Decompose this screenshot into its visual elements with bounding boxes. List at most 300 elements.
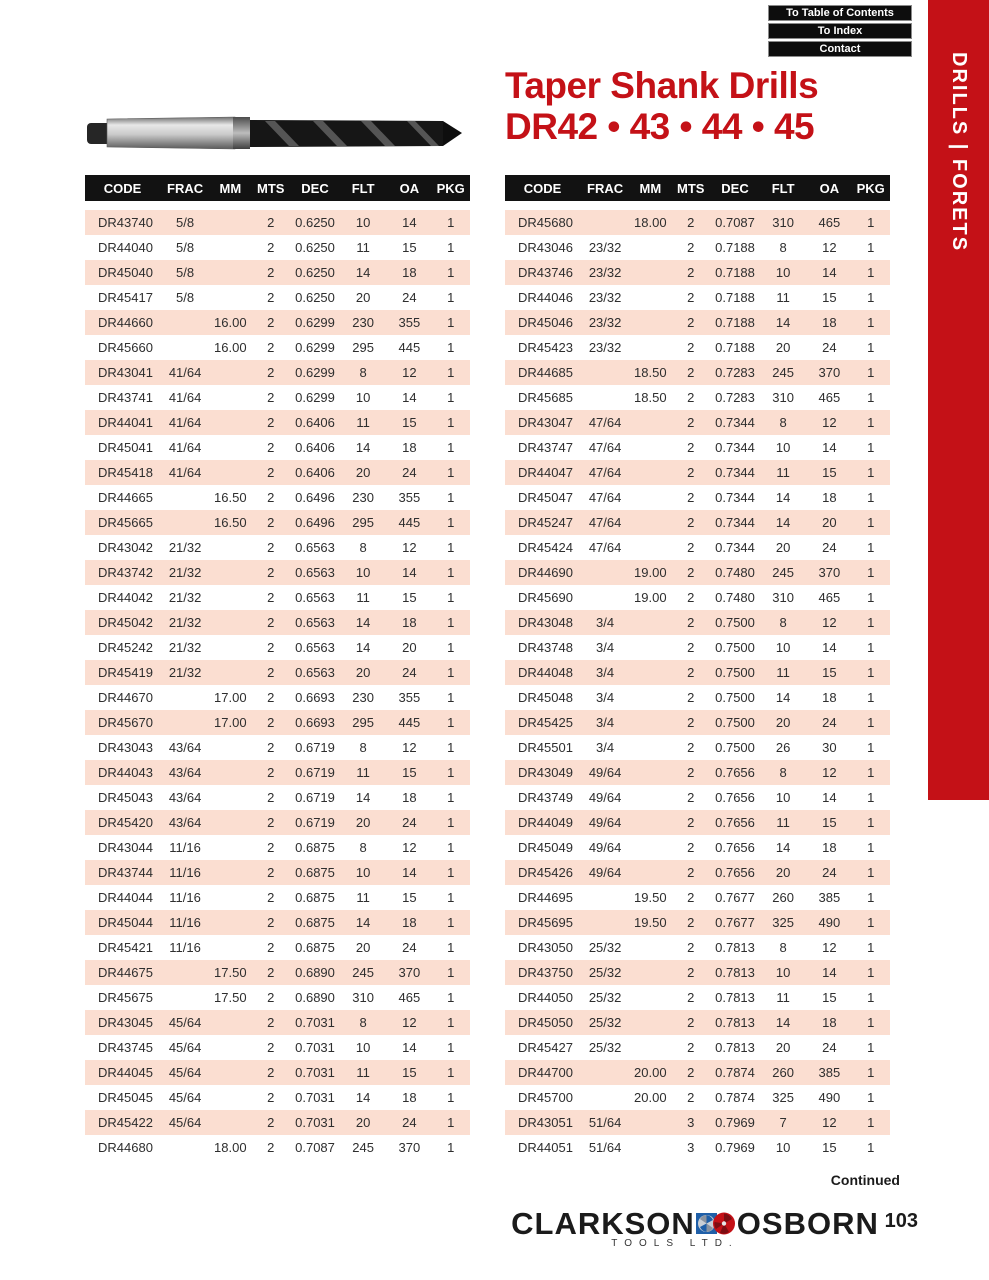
table-cell: 1: [867, 1090, 875, 1105]
table-cell: 11: [776, 665, 790, 680]
table-cell: 1: [867, 590, 875, 605]
table-cell: 1: [447, 790, 455, 805]
column-header-mm: MM: [639, 180, 662, 196]
table-cell: DR45043: [98, 790, 153, 805]
table-cell: 1: [867, 965, 875, 980]
continued-label: Continued: [830, 1172, 900, 1188]
table-cell: 20: [355, 815, 371, 830]
table-cell: 3/4: [596, 665, 615, 680]
table-cell: 0.7656: [715, 865, 755, 880]
table-row: [85, 535, 470, 560]
table-cell: 1: [447, 1115, 455, 1130]
brand-logo: [511, 1206, 879, 1242]
table-cell: 11: [356, 590, 370, 605]
table-cell: 14: [402, 1040, 417, 1055]
table-cell: 0.7283: [715, 390, 755, 405]
table-cell: DR45422: [98, 1115, 153, 1130]
table-cell: DR45665: [98, 515, 153, 530]
table-cell: DR45421: [98, 940, 153, 955]
table-row: [85, 560, 470, 585]
table-cell: 11/16: [169, 915, 201, 930]
table-cell: DR43050: [518, 940, 573, 955]
table-cell: 11: [776, 290, 790, 305]
table-row: [505, 735, 890, 760]
table-cell: 15: [402, 590, 417, 605]
table-cell: 5/8: [176, 290, 195, 305]
table-cell: 8: [359, 1015, 367, 1030]
table-row: [85, 360, 470, 385]
table-cell: 1: [447, 840, 455, 855]
table-cell: DR45040: [98, 265, 153, 280]
table-cell: 19.50: [634, 915, 667, 930]
table-cell: 2: [267, 1115, 275, 1130]
table-cell: 18.00: [214, 1140, 247, 1155]
table-cell: DR43745: [98, 1040, 153, 1055]
table-cell: 2: [267, 390, 275, 405]
table-cell: 1: [447, 490, 455, 505]
table-cell: 2: [267, 940, 275, 955]
table-cell: 2: [267, 915, 275, 930]
table-cell: 0.6719: [295, 740, 335, 755]
table-cell: DR45700: [518, 1090, 573, 1105]
table-cell: 0.7087: [295, 1140, 335, 1155]
table-cell: 2: [267, 540, 275, 555]
table-cell: 16.00: [214, 340, 247, 355]
table-cell: 2: [687, 1040, 695, 1055]
table-cell: 18.50: [634, 365, 667, 380]
table-cell: 14: [402, 865, 417, 880]
table-cell: 0.6563: [295, 665, 335, 680]
table-cell: 47/64: [588, 490, 622, 505]
table-cell: 2: [687, 1090, 695, 1105]
table-cell: 21/32: [168, 640, 202, 655]
table-cell: DR45050: [518, 1015, 573, 1030]
table-cell: 20: [775, 865, 791, 880]
table-cell: 2: [267, 1090, 275, 1105]
table-cell: 355: [398, 690, 421, 705]
table-cell: 2: [687, 565, 695, 580]
table-row: [505, 1060, 890, 1085]
to-table-of-contents-button[interactable]: To Table of Contents: [768, 5, 912, 21]
table-cell: 1: [867, 765, 875, 780]
table-row: [505, 210, 890, 235]
table-cell: 11/16: [169, 890, 201, 905]
table-row: [505, 585, 890, 610]
table-cell: 1: [867, 440, 875, 455]
table-cell: 2: [687, 865, 695, 880]
table-row: [85, 1035, 470, 1060]
table-cell: 2: [687, 490, 695, 505]
brand-subtitle: TOOLS LTD.: [611, 1238, 739, 1249]
table-cell: 11/16: [169, 940, 201, 955]
table-cell: 1: [447, 265, 455, 280]
table-cell: 0.7344: [715, 540, 755, 555]
table-row: [85, 435, 470, 460]
table-cell: 310: [352, 990, 374, 1005]
table-cell: 2: [687, 765, 695, 780]
table-cell: 245: [772, 565, 794, 580]
table-cell: DR43044: [98, 840, 153, 855]
table-cell: 14: [355, 1090, 371, 1105]
table-cell: 2: [687, 240, 695, 255]
table-cell: 325: [772, 915, 794, 930]
table-cell: 10: [355, 215, 371, 230]
table-row: [505, 235, 890, 260]
table-cell: 16.50: [214, 490, 247, 505]
table-cell: 2: [687, 315, 695, 330]
table-cell: 1: [867, 615, 875, 630]
table-cell: 2: [267, 1015, 275, 1030]
table-row: [505, 685, 890, 710]
table-row: [85, 710, 470, 735]
table-cell: 0.6875: [295, 940, 335, 955]
table-row: [505, 1010, 890, 1035]
table-cell: 0.7969: [715, 1140, 755, 1155]
table-cell: 3/4: [596, 740, 615, 755]
table-row: [505, 710, 890, 735]
table-cell: 10: [775, 265, 791, 280]
table-cell: DR44660: [98, 315, 153, 330]
table-row: [85, 485, 470, 510]
table-cell: 0.7031: [295, 1040, 335, 1055]
table-cell: DR43048: [518, 615, 573, 630]
table-cell: 1: [867, 740, 875, 755]
table-row: [505, 1035, 890, 1060]
table-row: [85, 635, 470, 660]
table-cell: 1: [447, 440, 455, 455]
table-cell: DR44695: [518, 890, 573, 905]
table-cell: 2: [687, 590, 695, 605]
table-cell: 14: [355, 790, 371, 805]
table-cell: 18: [822, 1015, 837, 1030]
table-cell: 47/64: [588, 540, 622, 555]
table-cell: 2: [267, 640, 275, 655]
table-cell: 1: [447, 390, 455, 405]
table-cell: 2: [267, 715, 275, 730]
table-cell: 2: [687, 1065, 695, 1080]
table-cell: 20: [355, 665, 371, 680]
column-header-dec: DEC: [301, 180, 329, 196]
table-cell: 20: [775, 340, 791, 355]
table-cell: 19.50: [634, 890, 667, 905]
table-cell: 18: [822, 690, 837, 705]
table-cell: 24: [822, 1040, 837, 1055]
table-cell: 2: [267, 340, 275, 355]
table-cell: DR45424: [518, 540, 573, 555]
table-cell: 20: [402, 640, 417, 655]
table-cell: 1: [447, 365, 455, 380]
table-body: [85, 210, 470, 1160]
table-cell: 1: [867, 340, 875, 355]
table-cell: 1: [867, 940, 875, 955]
table-cell: 45/64: [168, 1065, 202, 1080]
table-cell: 1: [867, 240, 875, 255]
table-cell: 2: [687, 365, 695, 380]
table-cell: 45/64: [168, 1015, 202, 1030]
table-cell: 12: [822, 615, 837, 630]
drill-table-right: [505, 175, 890, 1160]
table-cell: 10: [355, 390, 371, 405]
table-cell: 2: [687, 690, 695, 705]
table-cell: 11: [356, 890, 370, 905]
table-cell: 295: [352, 340, 374, 355]
table-cell: 49/64: [588, 815, 622, 830]
table-cell: 24: [822, 715, 837, 730]
column-header-mts: MTS: [677, 180, 705, 196]
table-row: [505, 860, 890, 885]
table-cell: 11: [776, 990, 790, 1005]
table-cell: 18.50: [634, 390, 667, 405]
table-cell: 11: [356, 765, 370, 780]
table-cell: DR44042: [98, 590, 153, 605]
table-cell: 8: [779, 415, 787, 430]
page-title-line2: DR42 • 43 • 44 • 45: [505, 105, 815, 147]
table-cell: 41/64: [168, 415, 202, 430]
table-cell: DR45417: [98, 290, 153, 305]
table-cell: 1: [447, 465, 455, 480]
table-row: [85, 335, 470, 360]
table-cell: 310: [772, 215, 794, 230]
table-cell: 12: [822, 765, 837, 780]
table-cell: 49/64: [588, 790, 622, 805]
to-index-button[interactable]: To Index: [768, 23, 912, 39]
table-cell: 25/32: [588, 965, 622, 980]
table-cell: 295: [352, 715, 374, 730]
table-row: [505, 285, 890, 310]
table-row: [85, 910, 470, 935]
table-cell: 1: [867, 515, 875, 530]
table-cell: 1: [447, 1015, 455, 1030]
table-cell: 1: [447, 990, 455, 1005]
table-cell: 2: [267, 440, 275, 455]
table-cell: 1: [867, 840, 875, 855]
table-cell: 2: [267, 515, 275, 530]
table-cell: 0.7500: [715, 740, 755, 755]
table-cell: 20.00: [634, 1090, 667, 1105]
table-cell: DR43742: [98, 565, 153, 580]
table-cell: 11: [356, 1065, 370, 1080]
table-cell: 2: [267, 1040, 275, 1055]
table-cell: DR43749: [518, 790, 573, 805]
table-cell: DR44044: [98, 890, 153, 905]
table-cell: 0.7188: [715, 240, 755, 255]
table-cell: 18: [402, 615, 417, 630]
table-cell: 230: [352, 315, 374, 330]
contact-button[interactable]: Contact: [768, 41, 912, 57]
table-cell: 24: [822, 340, 837, 355]
table-cell: 20: [822, 515, 837, 530]
table-cell: 370: [818, 365, 841, 380]
table-cell: 43/64: [168, 815, 202, 830]
table-row: [505, 385, 890, 410]
table-cell: DR45501: [518, 740, 573, 755]
table-cell: 245: [352, 1140, 374, 1155]
table-cell: 14: [355, 915, 371, 930]
table-cell: 1: [447, 715, 455, 730]
table-cell: 490: [818, 1090, 841, 1105]
table-cell: 49/64: [588, 840, 622, 855]
brand-clarkson-text: CLARKSON: [511, 1206, 695, 1241]
table-cell: 1: [447, 565, 455, 580]
table-cell: 20: [775, 715, 791, 730]
table-cell: 445: [398, 515, 421, 530]
table-cell: 11: [356, 240, 370, 255]
table-cell: 10: [355, 865, 371, 880]
table-cell: DR45247: [518, 515, 573, 530]
table-cell: 0.6299: [295, 340, 335, 355]
table-cell: 0.7344: [715, 490, 755, 505]
table-cell: 15: [822, 665, 837, 680]
table-row: [85, 885, 470, 910]
table-cell: 10: [355, 1040, 371, 1055]
table-row: [505, 935, 890, 960]
table-cell: 2: [267, 1065, 275, 1080]
table-cell: 12: [402, 1015, 417, 1030]
table-cell: 385: [818, 890, 841, 905]
table-cell: DR43046: [518, 240, 573, 255]
table-cell: 15: [402, 765, 417, 780]
table-cell: 5/8: [176, 215, 195, 230]
table-cell: 0.6563: [295, 615, 335, 630]
table-row: [85, 235, 470, 260]
table-cell: 1: [867, 640, 875, 655]
table-cell: 14: [822, 790, 837, 805]
table-cell: 24: [402, 1115, 417, 1130]
table-cell: DR43740: [98, 215, 153, 230]
table-cell: 1: [447, 240, 455, 255]
table-cell: DR45426: [518, 865, 573, 880]
table-cell: 1: [867, 465, 875, 480]
table-cell: 18: [822, 840, 837, 855]
table-row: [85, 610, 470, 635]
table-cell: 1: [447, 515, 455, 530]
table-cell: 2: [267, 890, 275, 905]
table-row: [85, 1085, 470, 1110]
table-cell: 18: [402, 915, 417, 930]
table-cell: 15: [822, 290, 837, 305]
table-cell: 23/32: [588, 340, 622, 355]
table-cell: 0.6890: [295, 965, 335, 980]
table-cell: 15: [402, 240, 417, 255]
table-row: [505, 360, 890, 385]
table-row: [505, 1110, 890, 1135]
table-row: [85, 1060, 470, 1085]
table-cell: 1: [447, 915, 455, 930]
table-cell: 26: [775, 740, 791, 755]
table-cell: 41/64: [168, 440, 202, 455]
table-cell: 10: [775, 440, 791, 455]
table-cell: DR43042: [98, 540, 153, 555]
table-row: [85, 735, 470, 760]
table-cell: 1: [447, 640, 455, 655]
table-cell: 230: [352, 490, 374, 505]
table-cell: 47/64: [588, 465, 622, 480]
table-cell: 2: [267, 565, 275, 580]
table-cell: 2: [687, 440, 695, 455]
table-cell: 260: [772, 890, 794, 905]
table-cell: 8: [359, 740, 367, 755]
table-row: [505, 335, 890, 360]
table-cell: 0.6875: [295, 890, 335, 905]
table-cell: 18: [402, 440, 417, 455]
table-cell: 19.00: [634, 565, 667, 580]
table-row: [85, 1010, 470, 1035]
table-cell: 2: [267, 815, 275, 830]
column-header-frac: FRAC: [587, 180, 624, 196]
column-header-pkg: PKG: [856, 180, 885, 196]
table-cell: 14: [355, 440, 371, 455]
table-cell: 10: [775, 965, 791, 980]
table-row: [505, 985, 890, 1010]
table-cell: 25/32: [588, 1040, 622, 1055]
table-cell: 1: [447, 1090, 455, 1105]
table-cell: 1: [867, 890, 875, 905]
table-cell: 0.6719: [295, 790, 335, 805]
table-cell: 8: [779, 240, 787, 255]
table-cell: 1: [867, 665, 875, 680]
table-cell: 23/32: [588, 265, 622, 280]
table-cell: DR44048: [518, 665, 573, 680]
table-row: [85, 760, 470, 785]
table-cell: 445: [398, 715, 421, 730]
table-row: [505, 635, 890, 660]
table-body: [505, 210, 890, 1160]
table-cell: 2: [687, 665, 695, 680]
table-cell: DR45427: [518, 1040, 573, 1055]
table-cell: 1: [867, 290, 875, 305]
table-cell: 14: [402, 390, 417, 405]
table-cell: 8: [779, 940, 787, 955]
table-cell: 49/64: [588, 765, 622, 780]
table-cell: 325: [772, 1090, 794, 1105]
table-cell: 14: [775, 490, 791, 505]
table-cell: DR45046: [518, 315, 573, 330]
table-cell: 0.6299: [295, 315, 335, 330]
table-cell: 2: [687, 215, 695, 230]
table-cell: 0.7188: [715, 265, 755, 280]
table-cell: 0.7480: [715, 565, 755, 580]
table-cell: 1: [447, 315, 455, 330]
table-cell: 14: [355, 640, 371, 655]
table-cell: 1: [447, 615, 455, 630]
table-row: [85, 660, 470, 685]
table-cell: 1: [447, 665, 455, 680]
table-cell: 1: [447, 765, 455, 780]
table-row: [85, 260, 470, 285]
table-row: [85, 935, 470, 960]
table-cell: 1: [447, 215, 455, 230]
table-cell: DR44040: [98, 240, 153, 255]
table-cell: 0.7656: [715, 765, 755, 780]
table-cell: 18: [822, 315, 837, 330]
table-cell: DR44051: [518, 1140, 573, 1155]
table-cell: 20: [355, 1115, 371, 1130]
table-cell: 2: [267, 590, 275, 605]
table-cell: 49/64: [588, 865, 622, 880]
table-cell: 1: [867, 215, 875, 230]
table-cell: 12: [822, 415, 837, 430]
table-cell: 2: [267, 415, 275, 430]
table-cell: 41/64: [168, 390, 202, 405]
table-cell: 47/64: [588, 440, 622, 455]
table-cell: 2: [687, 1015, 695, 1030]
section-tab-label: DRILLS | FORETS: [948, 52, 970, 253]
table-cell: 24: [822, 865, 837, 880]
table-cell: 370: [398, 1140, 421, 1155]
table-cell: DR44046: [518, 290, 573, 305]
table-cell: 7: [779, 1115, 787, 1130]
table-row: [85, 835, 470, 860]
